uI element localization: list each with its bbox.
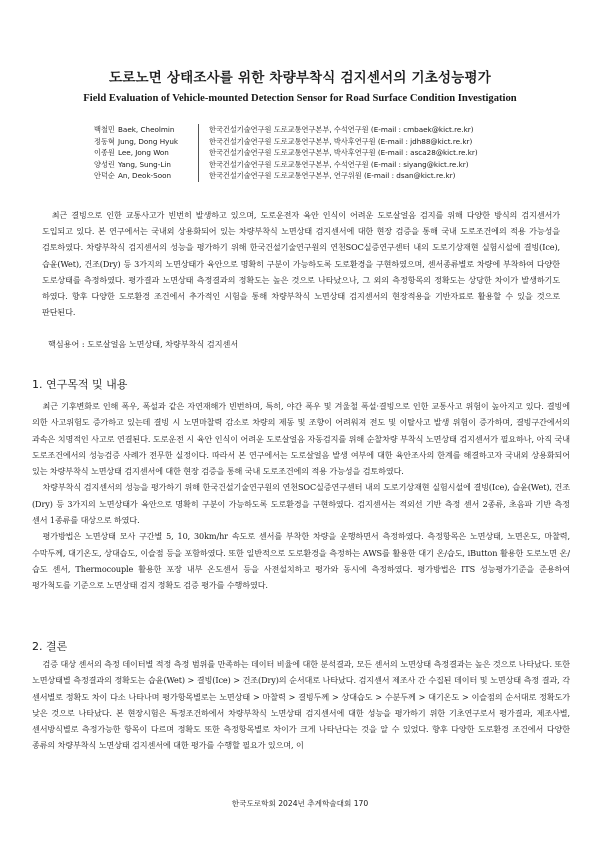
section-body-conclusion <box>32 656 570 754</box>
paper-title-korean: 도로노면 상태조사를 위한 차량부착식 검지센서의 기초성능평가 <box>108 70 491 86</box>
body-paragraph: 최근 기후변화로 인해 폭우, 폭설과 같은 자연재해가 빈번하며, 특히, 야간 폭우 및 겨울철 폭설·결빙으로 인한 교통사고 위험이 높아지고 있다. 결빙에 의한 사고위험도 증가하고 있는데 결빙 시 노면마찰력 감소로 차량의 제동 및 조향이 어려워져 전도 및 이탈사고 발생 위험이 증가하며, 결빙구간에서의 과속은 치명적인 사고로 연결된다. 도로운전 시 육안 인식이 어려운 도로살얼음 자동검지를 위해 순찰차량 부착식 노면상태 검지센서가 필요하나, 아직 국내 도로조건에서의 성능검증 사례가 전무한 실정이다. 따라서 본 연구에서는 도로살얼음 발생 여부에 대한 육안조사의 한계를 해결하고자 국내외 상용화되어 있는 차량부착식 노면상태 검지센서에 대한 현장 검증을 통해 국내 도로조건에의 적용 가능성을 검토하였다. <box>32 401 570 477</box>
keywords-line: 핵심용어 : 도로살얼음 노면상태, 차량부착식 검지센서 <box>48 339 239 349</box>
author-affiliation: 한국건설기술연구원 도로교통연구본부, 박사후연구원 (E-mail : jdh88@kict.re.kr) <box>209 136 473 146</box>
author-name-en: Yang, Sung-Lin <box>118 159 171 169</box>
author-affiliation: 한국건설기술연구원 도로교통연구본부, 박사후연구원 (E-mail : asca28@kict.re.kr) <box>209 148 478 158</box>
paper-title-english: Field Evaluation of Vehicle-mounted Detection Sensor for Road Surface Condition Investigation <box>83 93 517 104</box>
body-paragraph: 검증 대상 센서의 측정 데이터별 적정 측정 범위를 만족하는 데이터 비율에 대한 분석결과, 모든 센서의 노면상태 측정결과는 높은 것으로 나타났다. 또한 노면상태별 측정결과의 정확도는 습윤(Wet) > 결빙(Ice) > 건조(Dry)의 순서대로 나타났다. 검지센서 제조사 간 수집된 데이터 및 노면상태 측정 결과, 각 센서별로 정확도 차이 다소 나타나며 평가항목별로는 노면상태 > 마찰력 > 결빙두께 > 상대습도 > 수분두께 > 대기온도 > 이슬점의 순서대로 정확도가 낮은 것으로 나타났다. 본 현장시험은 특정조건하에서 차량부착식 노면상태 검지센서에 대한 성능을 평가하기 위한 기초연구로서 평가결과, 제조사별, 센서방식별로 측정가능한 항목이 다르며 정확도 또한 측정항목별로 차이가 크게 나타난다는 것을 알 수 있었다. 향후 다양한 도로환경 조건에서 다양한 종류의 차량부착식 노면상태 검지센서에 대한 평가를 수행할 필요가 있으며, 이 <box>32 659 570 751</box>
author-divider <box>198 159 209 171</box>
author-name-ko: 이종원 <box>94 148 115 158</box>
author-divider <box>198 170 209 182</box>
author-name-ko: 양성린 <box>94 159 115 169</box>
author-affiliation: 한국건설기술연구원 도로교통연구본부, 수석연구원 (E-mail : cmbaek@kict.re.kr) <box>209 125 474 134</box>
body-paragraph: 평가방법은 노면상태 모사 구간별 5, 10, 30km/hr 속도로 센서를 부착한 차량을 운행하면서 측정하였다. 측정항목은 노면상태, 노면온도, 마찰력, 수막두께, 대기온도, 상대습도, 이슬점 등을 포함하였다. 또한 일반적으로 도로환경을 측정하는 AWS를 활용한 대기 온/습도, iButton 활용한 도로노면 온/습도 센서, Thermocouple 활용한 포장 내부 온도센서 등을 사전설치하고 평가와 동시에 측정하였다. 평가방법은 ITS 성능평가기준을 준용하여 평가척도를 기준으로 노면상태 검지 정확도 검증 평가를 수행하였다. <box>32 531 570 591</box>
author-row <box>94 147 554 159</box>
author-list <box>94 124 554 182</box>
author-row <box>94 136 554 148</box>
author-name-en: Baek, Cheolmin <box>118 125 175 134</box>
author-name-ko: 백철민 <box>94 125 115 134</box>
author-affiliation: 한국건설기술연구원 도로교통연구본부, 연구위원 (E-mail : dsan@kict.re.kr) <box>209 171 456 181</box>
abstract-text: 최근 결빙으로 인한 교통사고가 빈번히 발생하고 있으며, 도로운전자 육안 인식이 어려운 도로살얼음 검지를 위해 다양한 방식의 검지센서가 도입되고 있다. 본 연구에서는 국내외 상용화되어 있는 차량부착식 노면상태 검지센서에 대한 현장 검증을 통해 국내 도로조건에의 적용 가능성을 검토하였다. 차량부착식 검지센서의 성능을 평가하기 위해 한국건설기술연구원의 연천SOC실증연구센터 내의 도로기상재현 실험시설에 결빙(Ice), 습윤(Wet), 건조(Dry) 등 3가지의 노면상태가 육안으로 명확히 구분이 가능하도록 도로환경을 구현하였으며, 센서종류별로 차량에 부착하여 다양한 도로상태를 측정하였다. 평가결과 노면상태 측정결과의 정확도는 높은 것으로 나타났으나, 그 외의 측정항목의 정확도는 상당한 차이가 발생하기도 하였다. 향후 다양한 도로환경 조건에서 추가적인 시험을 통해 차량부착식 노면상태 검지센서의 현장적용을 기반자료로 활용할 수 있을 것으로 판단된다. <box>42 210 560 318</box>
author-row <box>94 124 554 136</box>
author-name-en: Lee, Jong Won <box>118 148 169 158</box>
section-heading-conclusion: 2. 결론 <box>32 640 68 653</box>
author-name-en: An, Deok-Soon <box>118 171 172 181</box>
section-heading-purpose: 1. 연구목적 및 내용 <box>32 378 128 391</box>
author-divider <box>198 136 209 148</box>
author-name-ko: 정동혁 <box>94 136 115 146</box>
author-divider <box>198 147 209 159</box>
author-name-en: Jung, Dong Hyuk <box>118 136 179 146</box>
section-body-purpose <box>32 398 570 594</box>
author-row <box>94 159 554 171</box>
author-row <box>94 170 554 182</box>
body-paragraph: 차량부착식 검지센서의 성능을 평가하기 위해 한국건설기술연구원의 연천SOC실증연구센터 내의 도로기상재현 실험시설에 결빙(Ice), 습윤(Wet), 건조(Dry) 등 3가지의 노면상태가 육안으로 명확히 구분이 가능하도록 도로환경을 구현하였다. 검지센서는 적외선 기반 측정 센서 2종류, 초음파 기반 측정 센서 1종류를 대상으로 하였다. <box>32 482 570 526</box>
author-affiliation: 한국건설기술연구원 도로교통연구본부, 수석연구원 (E-mail : siyang@kict.re.kr) <box>209 159 469 169</box>
author-name-ko: 안덕순 <box>94 171 115 181</box>
author-divider <box>198 124 209 136</box>
page-footer: 한국도로학회 2024년 추계학술대회 170 <box>231 799 369 808</box>
